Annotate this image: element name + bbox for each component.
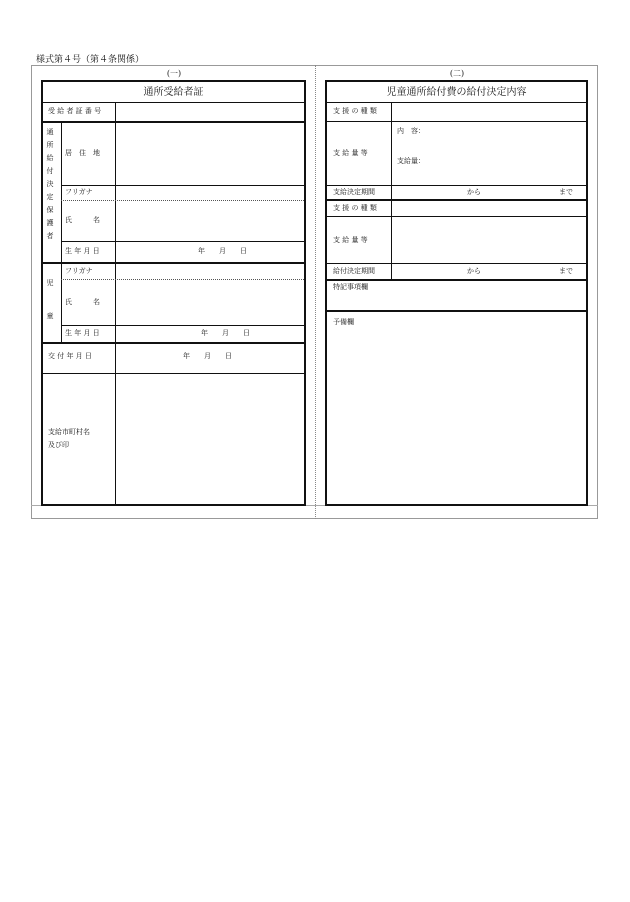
rule <box>61 241 304 242</box>
benefit-decision-panel <box>325 80 588 506</box>
rule <box>327 263 586 264</box>
recipient-certificate-panel <box>41 80 306 506</box>
child-group-label <box>44 280 56 326</box>
rule <box>115 262 116 342</box>
guardian-name-label: 氏 名 <box>65 216 100 224</box>
rule <box>43 262 304 264</box>
rule <box>61 262 62 342</box>
rule <box>327 102 586 103</box>
child-furigana-label: フリガナ <box>65 267 93 275</box>
form-title: 様式第４号（第４条関係） <box>36 55 145 65</box>
rule <box>43 121 304 123</box>
rule <box>327 216 586 217</box>
amount-label: 支 給 量 等 <box>333 149 368 157</box>
guardian-group-label <box>44 129 56 246</box>
child-name-label: 氏 名 <box>65 298 100 306</box>
center-divider <box>315 65 316 519</box>
rule <box>327 185 586 186</box>
reserve-label: 予備欄 <box>333 318 354 326</box>
recipient-number-label: 受 給 者 証 番 号 <box>48 107 102 115</box>
rule <box>115 342 116 504</box>
part-label-left: (一) <box>166 69 182 78</box>
child-dob-label: 生 年 月 日 <box>65 329 100 337</box>
amount-label-2: 支 給 量 等 <box>333 236 368 244</box>
rule <box>327 279 586 281</box>
municipality-label: 支給市町村名 <box>48 428 90 436</box>
payment-period-label: 支給決定期間 <box>333 188 375 196</box>
guardian-dob-placeholder: 年 月 日 <box>198 247 247 255</box>
payment-period-from: から <box>467 188 481 196</box>
support-type-label-2: 支 援 の 種 類 <box>333 204 377 212</box>
guardian-group-char: 給 <box>46 154 54 162</box>
rule <box>43 373 304 374</box>
rule <box>391 102 392 279</box>
guardian-furigana-label: フリガナ <box>65 188 93 196</box>
special-notes-label: 特記事項欄 <box>333 283 368 291</box>
child-group-char: 童 <box>46 312 54 320</box>
rule <box>115 102 116 121</box>
content-label: 内 容： <box>397 127 425 135</box>
guardian-group-char: 所 <box>46 141 54 149</box>
rule <box>61 185 304 186</box>
rule <box>327 199 586 201</box>
municipality-label-2: 及び印 <box>48 441 69 449</box>
rule <box>61 279 304 280</box>
guardian-group-char: 通 <box>46 128 54 136</box>
support-type-label: 支 援 の 種 類 <box>333 107 377 115</box>
child-group-char: 児 <box>46 279 54 287</box>
rule <box>43 102 304 103</box>
guardian-address-label: 居 住 地 <box>65 149 100 157</box>
benefit-period-label: 給付決定期間 <box>333 267 375 275</box>
child-dob-placeholder: 年 月 日 <box>201 329 250 337</box>
guardian-group-char: 者 <box>46 232 54 240</box>
rule <box>61 200 304 201</box>
part-label-right: (二) <box>449 69 465 78</box>
payment-period-until: まで <box>559 188 573 196</box>
guardian-dob-label: 生 年 月 日 <box>65 247 100 255</box>
benefit-period-until: まで <box>559 267 573 275</box>
benefit-period-from: から <box>467 267 481 275</box>
issue-date-placeholder: 年 月 日 <box>183 352 232 360</box>
rule <box>327 121 586 122</box>
left-panel-heading: 通所受給者証 <box>143 87 204 98</box>
guardian-group-char: 護 <box>46 219 54 227</box>
rule <box>327 310 586 312</box>
guardian-group-char: 保 <box>46 206 54 214</box>
quantity-label: 支給量： <box>397 157 425 165</box>
right-panel-heading: 児童通所給付費の給付決定内容 <box>386 87 527 98</box>
guardian-group-char: 決 <box>46 180 54 188</box>
issue-date-label: 交 付 年 月 日 <box>48 352 92 360</box>
guardian-group-char: 定 <box>46 193 54 201</box>
rule <box>43 342 304 344</box>
rule <box>61 325 304 326</box>
guardian-group-char: 付 <box>46 167 54 175</box>
